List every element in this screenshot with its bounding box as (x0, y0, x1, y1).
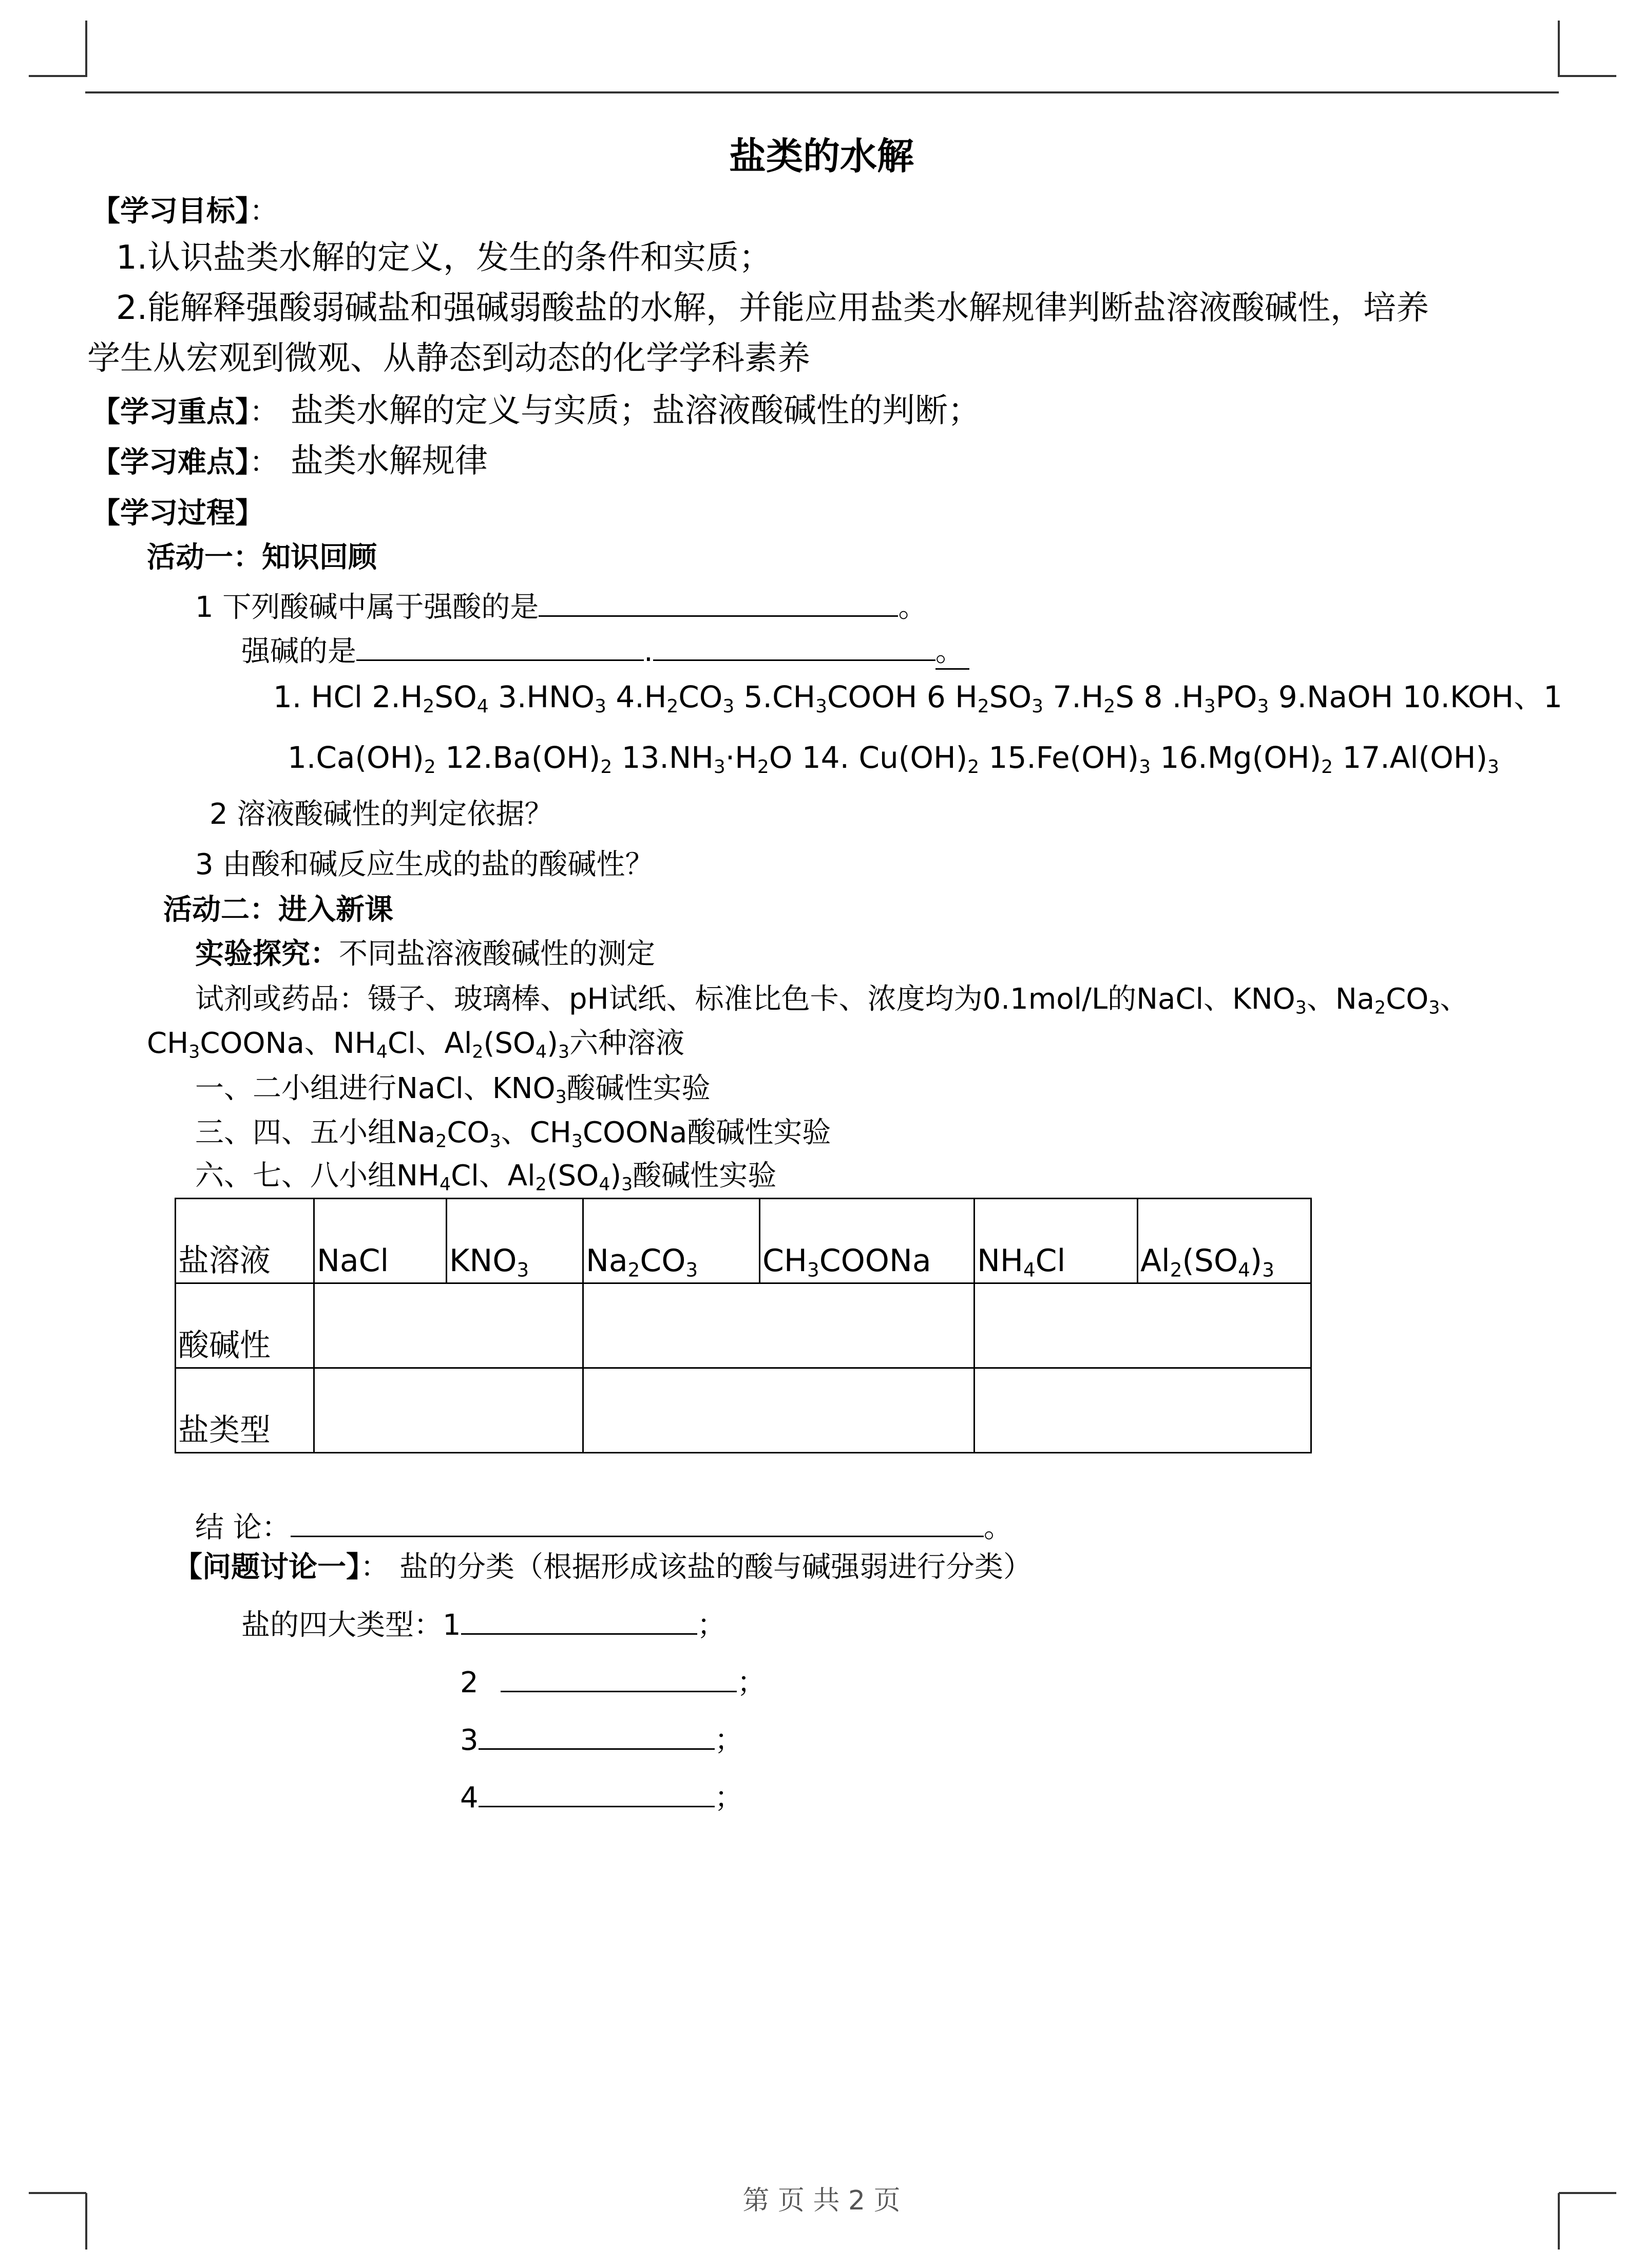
page-title: 盐类的水解 (729, 135, 914, 178)
conclusion-line (195, 1509, 1012, 1542)
table-header-cell: $Al_2(SO_4)_3$ (1138, 1199, 1311, 1283)
salt-solution-table (175, 1198, 1312, 1453)
reagents-line1-prefix: 试剂或药品：镊子、玻璃棒、pH试纸、标准比色卡、浓度均为0.1mol/L的NaCl、KNO (195, 982, 1295, 1016)
discussion-line (174, 1553, 1032, 1582)
q1-answer-blank[interactable] (539, 589, 898, 617)
table-row (176, 1283, 1311, 1368)
difficulty-text: 盐类水解规律 (291, 442, 488, 480)
q1b-end: 。 (935, 635, 969, 670)
reagents-line1: 试剂或药品：镊子、玻璃棒、pH试纸、标准比色卡、浓度均为0.1mol/L的NaCl、$KNO_3$、$Na_2CO_3$、 (195, 982, 1469, 1018)
page-footer: 第 页 共 2 页 (742, 2185, 901, 2216)
salt-type-number: 3 (460, 1724, 479, 1757)
table-row (176, 1199, 1311, 1283)
experiment-text: 不同盐溶液酸碱性的测定 (339, 937, 655, 971)
key-points-text: 盐类水解的定义与实质；盐溶液酸碱性的判断； (291, 392, 981, 430)
q1-end: 。 (898, 591, 927, 624)
table-cell[interactable] (314, 1368, 583, 1453)
group3-prefix: 六、七、八小组NH (195, 1159, 440, 1193)
crop-mark-top-right-v (1558, 21, 1560, 77)
group1-line: 一、二小组进行NaCl、$KNO_3$酸碱性实验 (195, 1072, 711, 1108)
group2-line: 三、四、五小组$Na_2CO_3$、$CH_3COONa$酸碱性实验 (195, 1116, 831, 1152)
experiment-label: 实验探究： (195, 937, 339, 971)
activity1-q1 (195, 589, 927, 622)
process-label: 【学习过程】 (91, 497, 264, 530)
table-header-cell: $CH_3COONa$ (760, 1199, 975, 1283)
salt-type-end: ； (714, 1781, 743, 1815)
salt-types-label: 盐的四大类型： (241, 1609, 443, 1642)
difficulty-sep: ： (250, 446, 278, 479)
crop-mark-top-left-h (29, 75, 86, 77)
q1b-answer-blank-1[interactable] (356, 633, 644, 661)
table-row (176, 1368, 1311, 1453)
crop-mark-top-left-v (85, 21, 87, 77)
key-points-label: 【学习重点】 (91, 395, 250, 429)
discussion-label: 【问题讨论一】 (174, 1551, 360, 1584)
chem-list-line1: 1. HCl $2.H_2SO_4$ $3.HNO_3$ $4.H_2CO_3$ $5.CH_3COOH$ 6 $H_2SO_3$ $7.H_2S$ 8 $.H_3PO_3$ 9.NaOH 10.KOH、1 (273, 679, 1562, 717)
table-cell[interactable] (583, 1283, 975, 1368)
salt-type-1 (241, 1606, 726, 1640)
q1b-answer-blank-2[interactable] (653, 633, 935, 661)
group3-line: 六、七、八小组$NH_4Cl$、$Al_2(SO_4)_3$酸碱性实验 (195, 1159, 777, 1195)
salt-type-blank[interactable] (479, 1779, 715, 1807)
difficulty (91, 442, 488, 480)
q1b-prefix: 强碱的是 (241, 635, 356, 668)
conclusion-end: 。 (983, 1511, 1012, 1544)
goal-item-2-line1: 2.能解释强酸弱碱盐和强碱弱酸盐的水解，并能应用盐类水解规律判断盐溶液酸碱性，培养 (116, 289, 1429, 327)
salt-type-4 (460, 1779, 743, 1815)
q1b-dot: . (644, 635, 653, 668)
salt-type-end: ； (737, 1666, 766, 1699)
group3-suffix: 酸碱性实验 (633, 1159, 777, 1193)
table-cell[interactable] (975, 1368, 1311, 1453)
key-points (91, 392, 981, 430)
group2-prefix: 三、四、五小组Na (195, 1116, 436, 1149)
salt-type-2 (460, 1664, 766, 1697)
experiment-line (195, 937, 655, 971)
discussion-text: 盐的分类（根据形成该盐的酸与碱强弱进行分类） (399, 1551, 1032, 1584)
table-header-cell: $Na_2CO_3$ (583, 1199, 760, 1283)
goals-heading (91, 197, 278, 226)
salt-type-number: 4 (460, 1781, 479, 1815)
salt-type-end: ； (697, 1609, 726, 1642)
salt-type-blank[interactable] (501, 1664, 737, 1692)
table-cell[interactable] (975, 1283, 1311, 1368)
salt-type-end: ； (714, 1724, 743, 1757)
goal-item-2-line2: 学生从宏观到微观、从静态到动态的化学学科素养 (87, 339, 810, 377)
goals-sep: ： (250, 195, 278, 228)
activity1-heading: 活动一：知识回顾 (147, 541, 377, 574)
reagents-line2-suffix: 六种溶液 (569, 1027, 685, 1060)
table-header-cell: $KNO_3$ (447, 1199, 583, 1283)
table-row-label: 酸碱性 (176, 1283, 314, 1368)
table-cell[interactable] (583, 1368, 975, 1453)
activity2-heading: 活动二：进入新课 (163, 893, 393, 927)
table-row-label: 盐类型 (176, 1368, 314, 1453)
salt-type-blank[interactable] (479, 1722, 715, 1750)
crop-mark-top-right-h (1559, 75, 1616, 77)
salt-type-blank[interactable] (461, 1606, 697, 1635)
table-row-label: 盐溶液 (176, 1199, 314, 1283)
goals-label: 【学习目标】 (91, 195, 250, 228)
group1-suffix: 酸碱性实验 (566, 1072, 711, 1105)
table-header-cell: $NH_4Cl$ (975, 1199, 1138, 1283)
reagents-line2: $CH_3COONa$、$NH_4Cl$、$Al_2(SO_4)_3$六种溶液 (147, 1027, 685, 1063)
activity1-q2: 2 溶液酸碱性的判定依据？ (209, 798, 553, 831)
group2-suffix: 酸碱性实验 (687, 1116, 831, 1149)
salt-type-number: 2 (460, 1666, 488, 1699)
header-rule (85, 91, 1559, 93)
table-cell[interactable] (314, 1283, 583, 1368)
key-points-sep: ： (250, 395, 278, 429)
discussion-sep: ： (360, 1551, 389, 1584)
goal-item-1: 1.认识盐类水解的定义，发生的条件和实质； (116, 239, 772, 277)
salt-type-3 (460, 1722, 743, 1755)
activity1-q3: 3 由酸和碱反应生成的盐的酸碱性？ (195, 848, 654, 881)
group1-prefix: 一、二小组进行NaCl、KNO (195, 1072, 556, 1105)
salt-type-number: 1 (443, 1609, 461, 1642)
conclusion-label: 结 论： (195, 1511, 291, 1544)
activity1-q1b (241, 633, 969, 666)
difficulty-label: 【学习难点】 (91, 446, 250, 479)
q1-prefix: 1 下列酸碱中属于强酸的是 (195, 591, 539, 624)
chem-list-line2: $1.Ca(OH)_2$ $12.Ba(OH)_2$ $13.NH_3\cdot H_2O$ 14. $Cu(OH)_2$ $15.Fe(OH)_3$ $16.Mg(OH)_2$ $17.Al(OH)_3$ (288, 740, 1499, 778)
conclusion-blank[interactable] (291, 1509, 984, 1537)
table-header-cell: NaCl (314, 1199, 447, 1283)
